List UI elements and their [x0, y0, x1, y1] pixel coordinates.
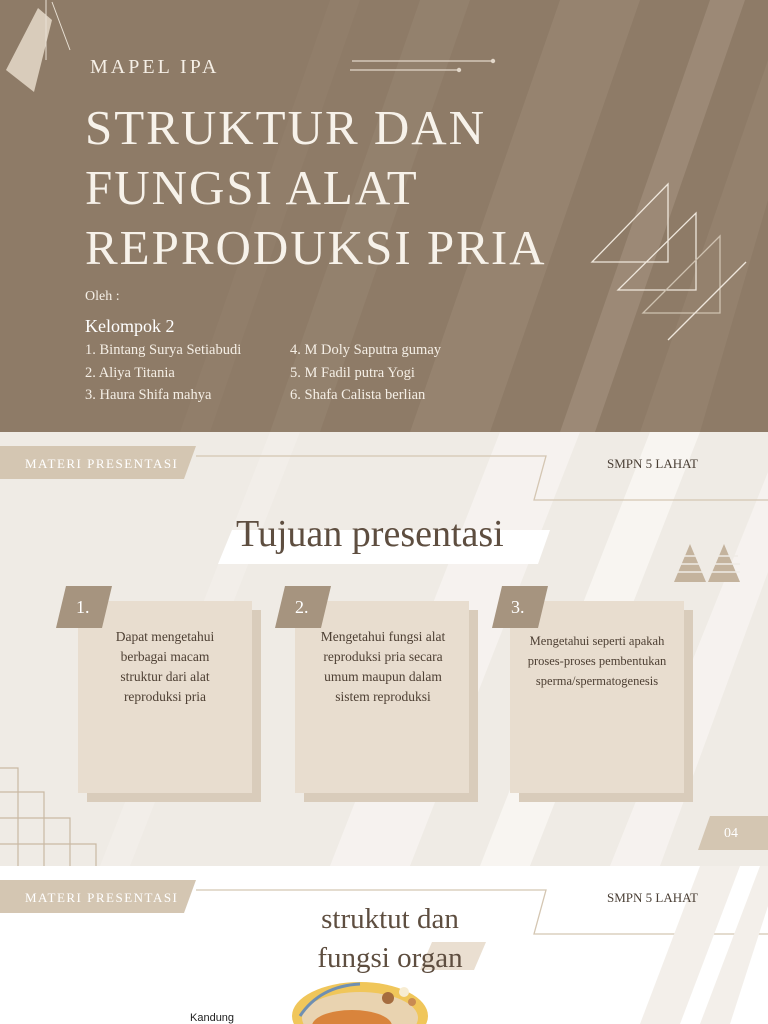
diagram-label: Kandung: [190, 1012, 235, 1024]
card-text: Mengetahui fungsi alat reproduksi pria secara umum maupun dalam sistem reproduksi: [320, 629, 446, 704]
member-item: 6. Shafa Calista berlian: [290, 387, 426, 403]
member-list-left: [85, 339, 241, 407]
card-number: 2.: [295, 597, 309, 617]
presentation-title: [85, 98, 547, 278]
tree-ornament: [674, 544, 740, 582]
card-number: 3.: [511, 597, 525, 617]
title-line: FUNGSI ALAT: [85, 160, 419, 215]
member-item: 5. M Fadil putra Yogi: [290, 364, 415, 381]
slide-heading: [290, 900, 490, 978]
school-name: SMPN 5 LAHAT: [606, 456, 698, 471]
title-line: REPRODUKSI PRIA: [85, 220, 547, 275]
card-text: Mengetahui seperti apakah proses-proses pembentukan sperma/spermatogenesis: [527, 634, 667, 688]
member-item: 4. M Doly Saputra gumay: [290, 342, 442, 358]
heading-line: fungsi organ: [317, 942, 463, 974]
organ-diagram: [292, 982, 428, 1024]
by-label: Oleh :: [85, 289, 120, 304]
organ-slide: [0, 866, 768, 1024]
page-number: 04: [724, 826, 738, 841]
slide-heading: Tujuan presentasi: [236, 513, 504, 555]
school-name: SMPN 5 LAHAT: [606, 890, 698, 905]
subject-label: MAPEL IPA: [90, 56, 220, 78]
member-item: 2. Aliya Titania: [85, 364, 175, 381]
member-item: 3. Haura Shifa mahya: [85, 387, 212, 403]
objective-card: [510, 601, 684, 793]
heading-line: struktut dan: [321, 903, 459, 935]
title-slide: [0, 0, 768, 432]
diamond-ornament: [6, 8, 52, 92]
section-tag: MATERI PRESENTASI: [25, 890, 179, 905]
member-list-right: [290, 339, 441, 407]
card-number: 1.: [76, 597, 90, 617]
card-text: Dapat mengetahui berbagai macam struktur dari alat reproduksi pria: [115, 629, 215, 704]
group-name: Kelompok 2: [85, 316, 175, 336]
section-tag: MATERI PRESENTASI: [25, 456, 179, 471]
title-line: STRUKTUR DAN: [85, 100, 487, 155]
objectives-slide: [0, 432, 768, 866]
member-item: 1. Bintang Surya Setiabudi: [85, 342, 242, 358]
